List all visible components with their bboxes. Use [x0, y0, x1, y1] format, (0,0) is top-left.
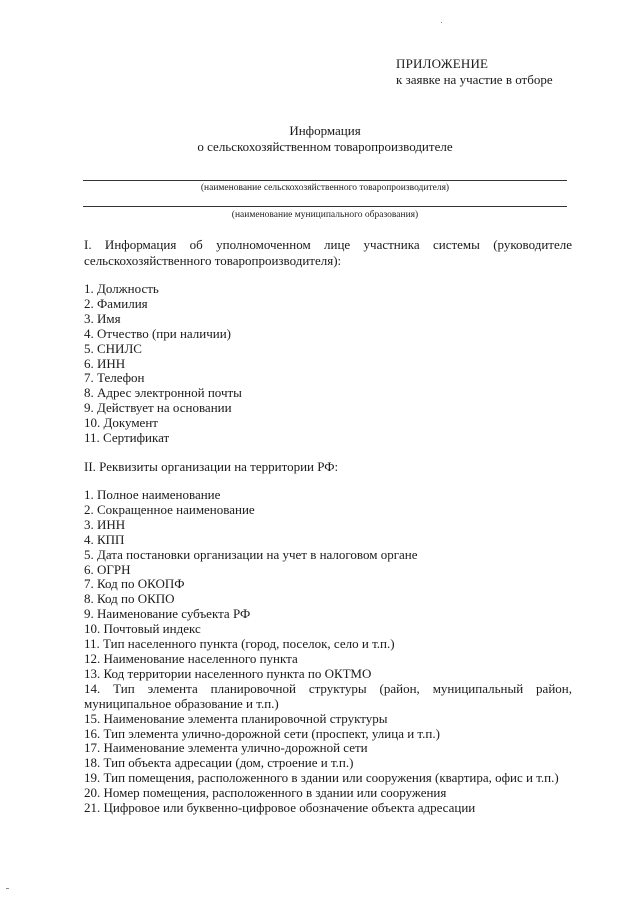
- appendix-subtitle: к заявке на участие в отборе: [396, 72, 553, 87]
- list-item: 20. Номер помещения, расположенного в здании или сооружения: [84, 785, 447, 801]
- section-1-heading: [84, 237, 572, 269]
- list-item: 7. Код по ОКОПФ: [84, 576, 185, 592]
- producer-name-line: [83, 180, 567, 181]
- list-item: 1. Должность: [84, 281, 159, 296]
- list-item: 5. СНИЛС: [84, 340, 142, 356]
- list-item: 19. Тип помещения, расположенного в здании или сооружения (квартира, офис и т.п.): [84, 770, 559, 786]
- section-1-heading-line-2: сельскохозяйственного товаропроизводителя):: [84, 253, 342, 268]
- list-item: 3. Имя: [84, 310, 121, 326]
- list-item: 15. Наименование элемента планировочной структуры: [84, 710, 388, 726]
- list-item: 17. Наименование элемента улично-дорожной сети: [84, 740, 368, 756]
- list-item: 14. Тип элемента планировочной структуры (район, муниципальный район,: [84, 680, 572, 696]
- list-item: 9. Наименование субъекта РФ: [84, 606, 251, 622]
- scan-speck: [441, 22, 442, 23]
- municipality-name-line: [83, 206, 567, 207]
- list-item: 8. Адрес электронной почты: [84, 385, 242, 401]
- list-item: 10. Документ: [84, 415, 158, 431]
- list-item-continuation: муниципальное образование и т.п.): [84, 695, 279, 711]
- list-item: 16. Тип элемента улично-дорожной сети (проспект, улица и т.п.): [84, 725, 440, 741]
- list-item: 4. КПП: [84, 531, 125, 547]
- municipality-name-caption: (наименование муниципального образования): [231, 210, 419, 220]
- title-line-1: Информация: [289, 123, 361, 138]
- producer-name-caption: (наименование сельскохозяйственного товаропроизводителя): [200, 183, 450, 193]
- section-2-list: [84, 488, 572, 816]
- list-item: 6. ОГРН: [84, 561, 131, 577]
- list-item: 3. ИНН: [84, 516, 126, 532]
- document-title: [0, 123, 640, 155]
- list-item: 1. Полное наименование: [84, 487, 221, 502]
- list-item: 7. Телефон: [84, 370, 145, 386]
- section-2-heading: II. Реквизиты организации на территории РФ:: [84, 459, 339, 474]
- list-item: 18. Тип объекта адресации (дом, строение и т.п.): [84, 755, 354, 771]
- list-item: 2. Сокращенное наименование: [84, 501, 255, 517]
- list-item: 12. Наименование населенного пункта: [84, 650, 298, 666]
- list-item: 13. Код территории населенного пункта по ОКТМО: [84, 665, 372, 681]
- list-item: 5. Дата постановки организации на учет в налоговом органе: [84, 546, 418, 562]
- section-1-list: [84, 282, 572, 446]
- list-item: 6. ИНН: [84, 355, 126, 371]
- section-1-heading-line-1: I. Информация об уполномоченном лице участника системы (руководителе: [84, 237, 572, 252]
- list-item: 2. Фамилия: [84, 295, 148, 311]
- title-line-2: о сельскохозяйственном товаропроизводителе: [197, 139, 453, 154]
- scan-speck: [6, 888, 9, 889]
- list-item: 21. Цифровое или буквенно-цифровое обозначение объекта адресации: [84, 800, 476, 816]
- list-item: 11. Тип населенного пункта (город, поселок, село и т.п.): [84, 636, 395, 652]
- list-item: 11. Сертификат: [84, 430, 170, 446]
- appendix-title: ПРИЛОЖЕНИЕ: [396, 56, 489, 71]
- appendix-header: [396, 56, 553, 88]
- list-item: 9. Действует на основании: [84, 400, 232, 416]
- list-item: 10. Почтовый индекс: [84, 621, 201, 637]
- list-item: 8. Код по ОКПО: [84, 591, 175, 607]
- list-item: 4. Отчество (при наличии): [84, 325, 232, 341]
